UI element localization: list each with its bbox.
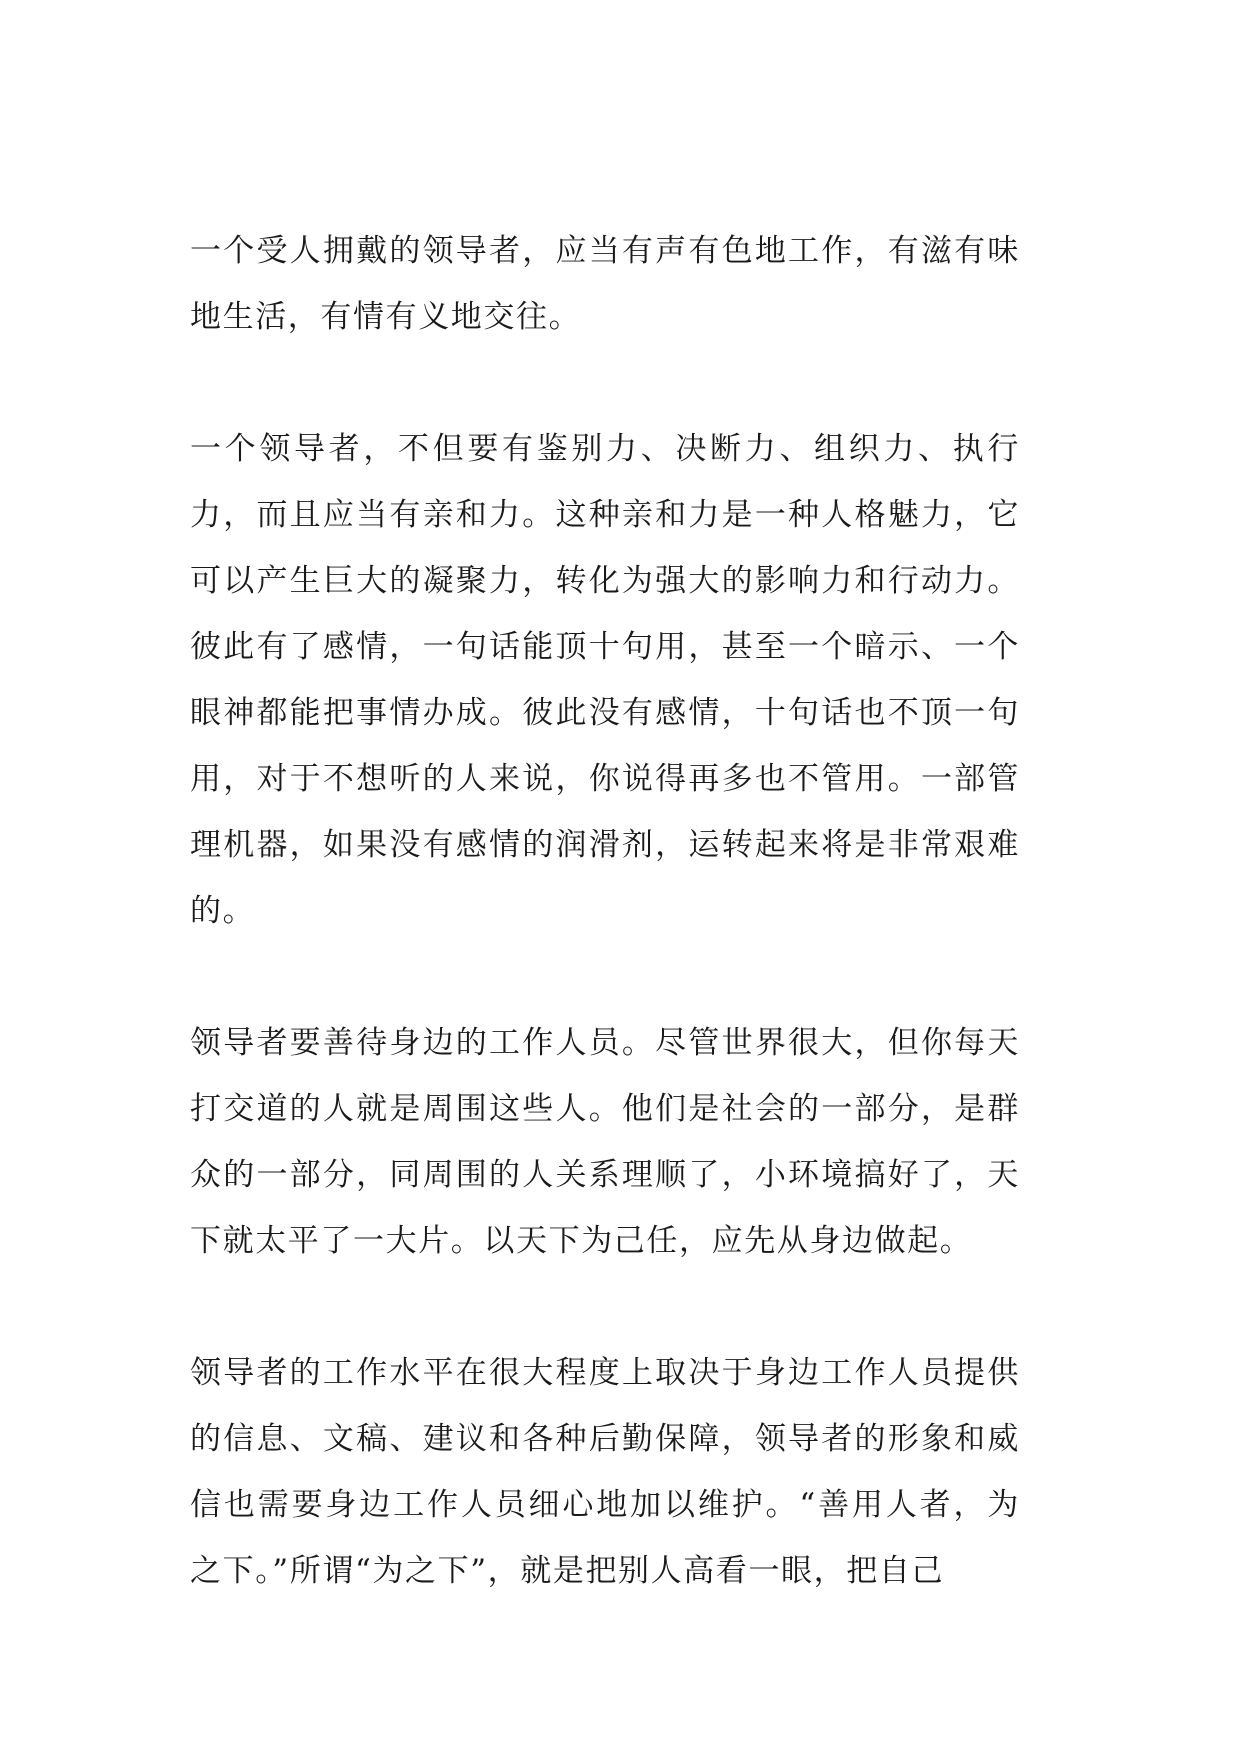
paragraph-1: 一个受人拥戴的领导者，应当有声有色地工作，有滋有味地生活，有情有义地交往。 <box>190 233 1020 335</box>
paragraph-2: 一个领导者，不但要有鉴别力、决断力、组织力、执行力，而且应当有亲和力。这种亲和力是一种人格魅力，它可以产生巨大的凝聚力，转化为强大的影响力和行动力。彼此有了感情，一句话能顶十句用，甚至一个暗示、一个眼神都能把事情办成。彼此没有感情，十句话也不顶一句用，对于不想听的人来说，你说得再多也不管用。一部管理机器，如果没有感情的润滑剂，运转起来将是非常艰难的。 <box>190 431 1020 929</box>
document-body <box>190 218 1020 1670</box>
paragraph-3: 领导者要善待身边的工作人员。尽管世界很大，但你每天打交道的人就是周围这些人。他们是社会的一部分，是群众的一部分，同周围的人关系理顺了，小环境搞好了，天下就太平了一大片。以天下为己任，应先从身边做起。 <box>190 1025 1020 1259</box>
paragraph-4: 领导者的工作水平在很大程度上取决于身边工作人员提供的信息、文稿、建议和各种后勤保障，领导者的形象和威信也需要身边工作人员细心地加以维护。“善用人者，为之下。”所谓“为之下”，就是把别人高看一眼，把自己 <box>190 1355 1020 1589</box>
